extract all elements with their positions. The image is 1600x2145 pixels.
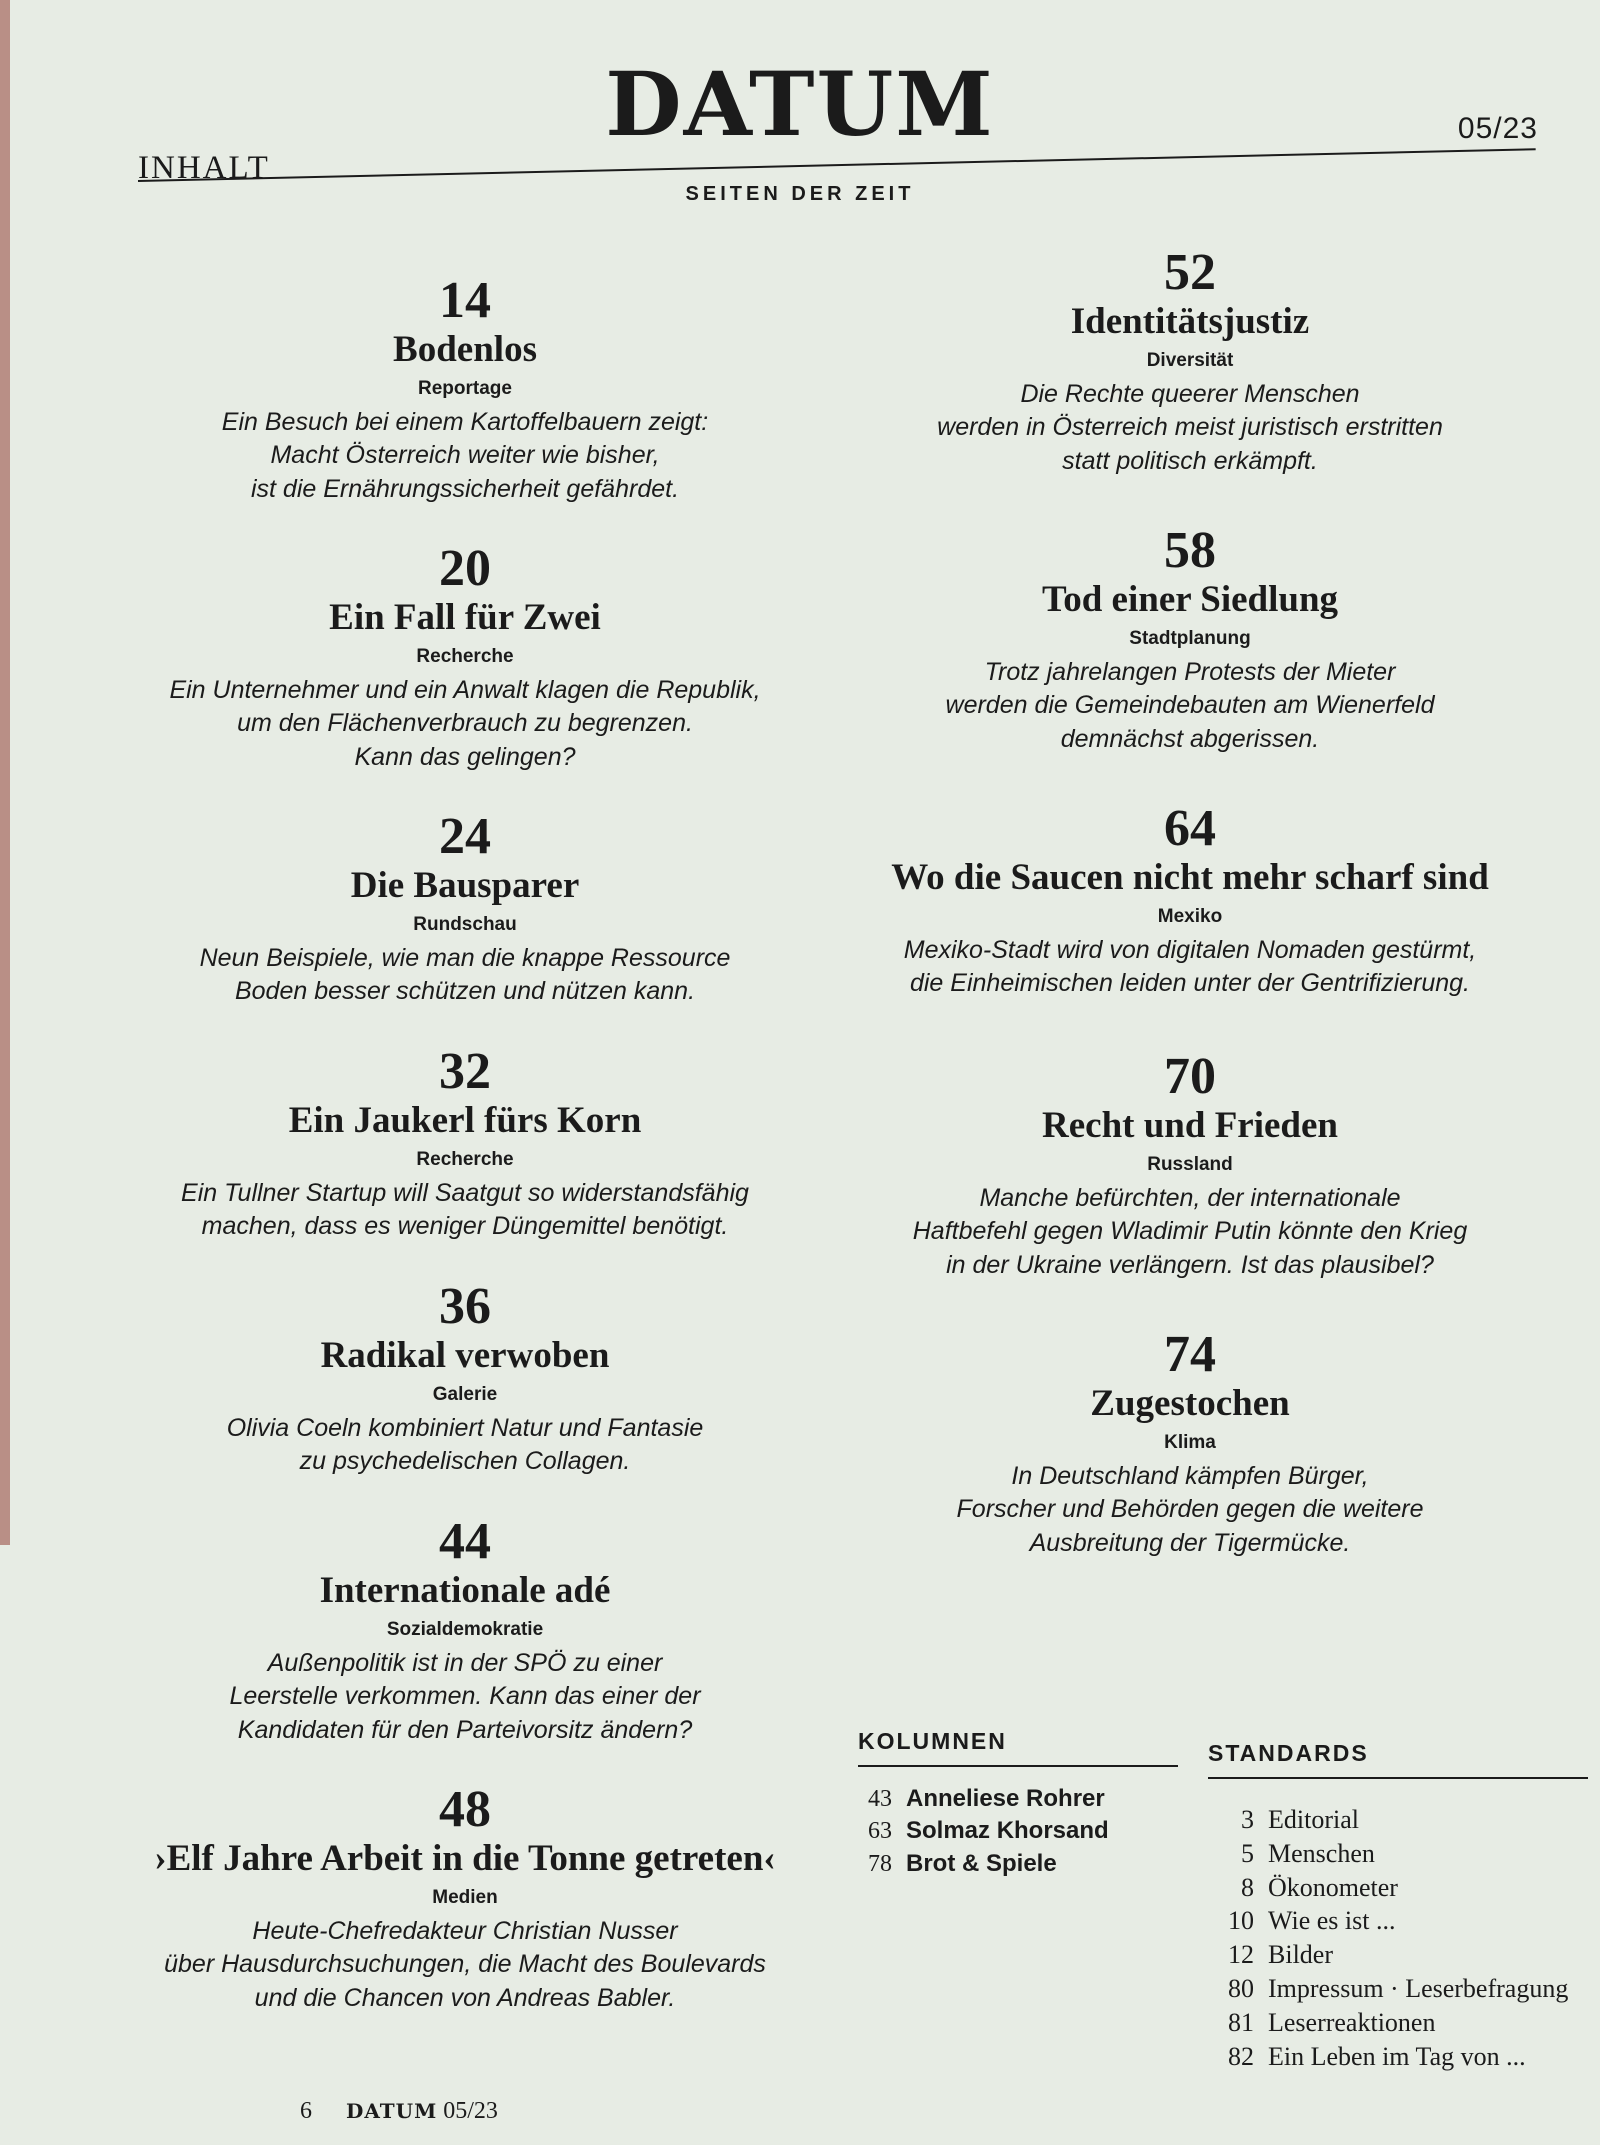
toc-entry[interactable] bbox=[830, 1326, 1550, 1607]
teaser-line: Mexiko-Stadt wird von digitalen Nomaden gestürmt, bbox=[903, 935, 1477, 964]
teaser-line: Forscher und Behörden gegen die weitere bbox=[956, 1495, 1424, 1524]
teaser-line: machen, dass es weniger Düngemittel benötigt. bbox=[201, 1212, 729, 1241]
standard-label: Menschen bbox=[1268, 1838, 1375, 1868]
standard-item[interactable] bbox=[1208, 1972, 1588, 2006]
teaser-line: zu psychedelischen Collagen. bbox=[299, 1447, 631, 1476]
article-category: Klima bbox=[1164, 1431, 1216, 1453]
teaser-line: statt politisch erkämpft. bbox=[1062, 447, 1318, 476]
page-footer bbox=[300, 2098, 498, 2125]
teaser-line: Trotz jahrelangen Protests der Mieter bbox=[984, 657, 1396, 686]
standard-label: Ein Leben im Tag von ... bbox=[1268, 2041, 1526, 2071]
teaser-line: Neun Beispiele, wie man die knappe Ressource bbox=[199, 943, 731, 972]
article-title: Zugestochen bbox=[1090, 1383, 1290, 1424]
article-title: Recht und Frieden bbox=[1042, 1105, 1338, 1146]
toc-entry[interactable] bbox=[105, 1043, 825, 1281]
teaser-line: Olivia Coeln kombiniert Natur und Fantasie bbox=[226, 1413, 704, 1442]
teaser-line: Manche befürchten, der internationale bbox=[979, 1183, 1401, 1212]
page-number: 12 bbox=[1228, 1940, 1254, 1970]
standards-rule bbox=[1208, 1777, 1588, 1779]
page-number: 10 bbox=[1228, 1906, 1254, 1936]
article-teaser bbox=[830, 378, 1550, 479]
page-edge bbox=[0, 0, 10, 1545]
article-title: Die Bausparer bbox=[350, 865, 580, 906]
standard-item[interactable] bbox=[1208, 1871, 1588, 1905]
kolumnen-heading: KOLUMNEN bbox=[858, 1728, 1007, 1754]
toc-entry[interactable] bbox=[105, 1781, 825, 2052]
standard-item[interactable] bbox=[1208, 1938, 1588, 1972]
teaser-line: Heute-Chefredakteur Christian Nusser bbox=[252, 1916, 678, 1945]
teaser-line: Ein Unternehmer und ein Anwalt klagen die Republik, bbox=[169, 675, 761, 704]
teaser-line: Ausbreitung der Tigermücke. bbox=[1029, 1529, 1351, 1558]
article-category: Galerie bbox=[432, 1383, 498, 1405]
article-title: Wo die Saucen nicht mehr scharf sind bbox=[891, 857, 1489, 898]
article-category: Medien bbox=[432, 1886, 498, 1908]
standard-label: Ökonometer bbox=[1268, 1872, 1398, 1902]
page-number: 48 bbox=[439, 1781, 491, 1838]
standards-list bbox=[1208, 1803, 1588, 2073]
standard-item[interactable] bbox=[1208, 2006, 1588, 2040]
article-category: Mexiko bbox=[1157, 905, 1223, 927]
kolumnen-list bbox=[858, 1783, 1178, 1880]
article-teaser bbox=[105, 1177, 825, 1245]
toc-entry[interactable] bbox=[105, 808, 825, 1046]
kolumnen-box bbox=[858, 1728, 1178, 1880]
teaser-line: die Einheimischen leiden unter der Gentrifizierung. bbox=[909, 969, 1471, 998]
standards-heading: STANDARDS bbox=[1208, 1740, 1369, 1766]
article-title: Radikal verwoben bbox=[320, 1335, 610, 1376]
page-number: 5 bbox=[1241, 1838, 1254, 1868]
kolumne-item[interactable] bbox=[858, 1783, 1178, 1815]
article-teaser bbox=[105, 1915, 825, 2016]
standard-label: Impressum · Leserbefragung bbox=[1268, 1973, 1569, 2003]
toc-entry[interactable] bbox=[830, 800, 1550, 1051]
toc-right-column bbox=[830, 244, 1550, 1607]
page-number: 74 bbox=[1164, 1326, 1216, 1383]
teaser-line: demnächst abgerissen. bbox=[1060, 725, 1320, 754]
page-number: 44 bbox=[439, 1513, 491, 1570]
kolumne-label: Solmaz Khorsand bbox=[906, 1817, 1109, 1845]
page-number: 82 bbox=[1228, 2041, 1254, 2071]
page-number: 64 bbox=[1164, 800, 1216, 857]
article-category: Diversität bbox=[1146, 349, 1234, 371]
article-teaser bbox=[105, 1647, 825, 1748]
article-teaser bbox=[830, 1460, 1550, 1561]
standard-label: Wie es ist ... bbox=[1268, 1906, 1396, 1936]
page-number: 70 bbox=[1164, 1048, 1216, 1105]
toc-entry[interactable] bbox=[105, 272, 825, 543]
page-number: 14 bbox=[439, 272, 491, 329]
page-number: 32 bbox=[439, 1043, 491, 1100]
kolumne-item[interactable] bbox=[858, 1815, 1178, 1847]
article-title: Ein Fall für Zwei bbox=[329, 597, 601, 638]
toc-left-column bbox=[105, 272, 825, 2052]
kolumne-label: Brot & Spiele bbox=[906, 1849, 1057, 1877]
page-number: 3 bbox=[1241, 1805, 1254, 1834]
page-number: 52 bbox=[1164, 244, 1216, 301]
standard-item[interactable] bbox=[1208, 1837, 1588, 1871]
teaser-line: In Deutschland kämpfen Bürger, bbox=[1011, 1461, 1369, 1490]
footer-page-number: 6 bbox=[300, 2098, 312, 2124]
teaser-line: Boden besser schützen und nützen kann. bbox=[234, 977, 696, 1006]
page-number: 58 bbox=[1164, 522, 1216, 579]
article-teaser bbox=[830, 934, 1550, 1002]
article-category: Sozialdemokratie bbox=[386, 1618, 544, 1640]
teaser-line: Kann das gelingen? bbox=[354, 743, 576, 772]
teaser-line: werden in Österreich meist juristisch erstritten bbox=[937, 413, 1443, 442]
standard-label: Bilder bbox=[1268, 1940, 1333, 1970]
article-title: Tod einer Siedlung bbox=[1041, 579, 1339, 620]
kolumne-item[interactable] bbox=[858, 1848, 1178, 1880]
teaser-line: Macht Österreich weiter wie bisher, bbox=[270, 441, 660, 470]
article-title: Ein Jaukerl fürs Korn bbox=[288, 1100, 642, 1141]
toc-entry[interactable] bbox=[830, 522, 1550, 803]
article-category: Russland bbox=[1147, 1153, 1233, 1175]
article-title: ›Elf Jahre Arbeit in die Tonne getreten‹ bbox=[154, 1838, 776, 1879]
standard-item[interactable] bbox=[1208, 1803, 1588, 1837]
standard-item[interactable] bbox=[1208, 1904, 1588, 1938]
teaser-line: ist die Ernährungssicherheit gefährdet. bbox=[250, 475, 680, 504]
standard-label: Editorial bbox=[1268, 1805, 1359, 1834]
article-title: Bodenlos bbox=[393, 329, 537, 370]
page-number: 78 bbox=[868, 1850, 892, 1877]
footer-issue: 05/23 bbox=[443, 2098, 498, 2124]
page-number: 43 bbox=[868, 1786, 892, 1812]
article-category: Rundschau bbox=[413, 913, 517, 935]
article-title: Identitätsjustiz bbox=[1070, 301, 1310, 342]
article-teaser bbox=[105, 406, 825, 507]
teaser-line: über Hausdurchsuchungen, die Macht des Boulevards bbox=[164, 1950, 766, 1979]
article-teaser bbox=[105, 942, 825, 1010]
teaser-line: werden die Gemeindebauten am Wienerfeld bbox=[945, 691, 1435, 720]
teaser-line: Leerstelle verkommen. Kann das einer der bbox=[229, 1682, 701, 1711]
page-number: 63 bbox=[868, 1818, 892, 1845]
article-title: Internationale adé bbox=[319, 1570, 611, 1611]
teaser-line: Die Rechte queerer Menschen bbox=[1020, 379, 1360, 408]
article-teaser bbox=[105, 1412, 825, 1480]
kolumne-label: Anneliese Rohrer bbox=[906, 1785, 1105, 1812]
toc-entry[interactable] bbox=[105, 1513, 825, 1784]
teaser-line: und die Chancen von Andreas Babler. bbox=[254, 1984, 676, 2013]
teaser-line: Ein Besuch bei einem Kartoffelbauern zeigt: bbox=[221, 407, 709, 436]
article-category: Recherche bbox=[416, 1148, 514, 1170]
page-number: 24 bbox=[439, 808, 491, 865]
article-category: Stadtplanung bbox=[1129, 627, 1251, 649]
page-number: 80 bbox=[1228, 1973, 1254, 2003]
article-teaser bbox=[105, 674, 825, 775]
article-category: Reportage bbox=[418, 377, 512, 399]
article-teaser bbox=[830, 1182, 1550, 1283]
page-number: 81 bbox=[1228, 2007, 1254, 2037]
issue-number: 05/23 bbox=[1457, 112, 1538, 145]
teaser-line: Kandidaten für den Parteivorsitz ändern? bbox=[237, 1716, 693, 1745]
page-number: 20 bbox=[439, 540, 491, 597]
teaser-line: in der Ukraine verlängern. Ist das plausibel? bbox=[946, 1251, 1434, 1280]
magazine-logo: DATUM bbox=[605, 52, 995, 156]
standard-item[interactable] bbox=[1208, 2040, 1588, 2074]
teaser-line: Haftbefehl gegen Wladimir Putin könnte den Krieg bbox=[912, 1217, 1468, 1246]
teaser-line: um den Flächenverbrauch zu begrenzen. bbox=[237, 709, 693, 738]
tagline: SEITEN DER ZEIT bbox=[685, 183, 915, 205]
section-label: INHALT bbox=[138, 150, 270, 186]
toc-entry[interactable] bbox=[105, 540, 825, 811]
footer-logo: DATUM bbox=[346, 2099, 438, 2123]
toc-entry[interactable] bbox=[830, 244, 1550, 525]
toc-entry[interactable] bbox=[830, 1048, 1550, 1329]
teaser-line: Ein Tullner Startup will Saatgut so widerstandsfähig bbox=[181, 1178, 749, 1207]
kolumnen-rule bbox=[858, 1765, 1178, 1767]
standard-label: Leserreaktionen bbox=[1268, 2007, 1436, 2037]
article-category: Recherche bbox=[416, 645, 514, 667]
page-number: 36 bbox=[439, 1278, 491, 1335]
article-teaser bbox=[830, 656, 1550, 757]
standards-box bbox=[1208, 1740, 1588, 2073]
page-number: 8 bbox=[1241, 1872, 1254, 1902]
toc-entry[interactable] bbox=[105, 1278, 825, 1516]
teaser-line: Außenpolitik ist in der SPÖ zu einer bbox=[267, 1648, 663, 1677]
